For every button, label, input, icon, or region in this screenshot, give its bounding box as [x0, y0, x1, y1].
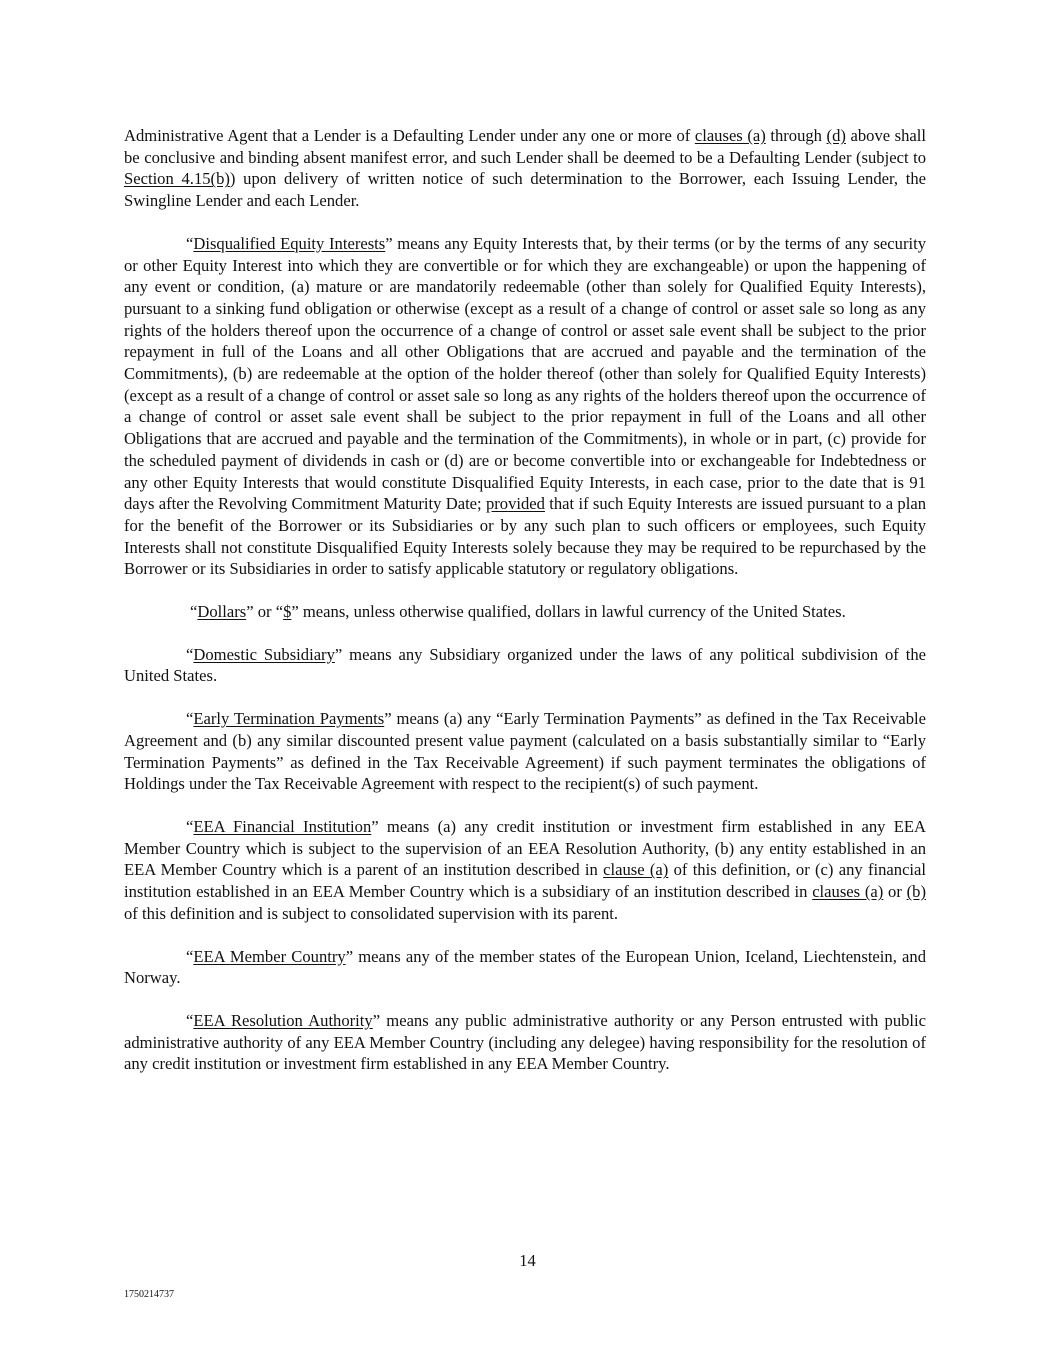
document-id: 1750214737 — [124, 1289, 174, 1300]
defined-term-reference: provided — [485, 494, 545, 514]
defined-term-reference: Section 4.15(b) — [124, 169, 230, 189]
defined-term-reference: EEA Financial Institution — [193, 816, 372, 836]
defined-term-reference: Disqualified Equity Interests — [193, 233, 386, 253]
defined-term-reference: clause (a) — [603, 860, 669, 880]
paragraph-text: “ — [186, 709, 194, 729]
defined-term-reference: $ — [283, 602, 292, 622]
definition-paragraph — [124, 708, 926, 795]
paragraph-text: Administrative Agent that a Lender is a Defaulting Lender under any one or more of — [124, 126, 695, 145]
paragraph-text: through — [765, 126, 827, 145]
paragraph-text: that if such Equity Interests are issued pursuant to a plan for the benefit of the Borrower or its Subsidiaries or by any such plan to such officers or employees, such Equity Interests shall not constitute Disqualified Equity Interests solely because they may be required to be repurchased by the Borrower or its Subsidiaries in order to satisfy applicable statutory or regulatory obligations. — [124, 494, 926, 579]
defined-term-reference: Early Termination Payments — [193, 709, 385, 729]
paragraph-text: ” means (a) any credit institution or investment firm established in any EEA Member Country which is subject to the supervision of an EEA Resolution Authority, (b) any entity established in an EEA Member Country which is a parent of an institution described in — [124, 816, 926, 880]
paragraph-text: ” means any of the member states of the European Union, Iceland, Liechtenstein, and Norway. — [124, 946, 926, 988]
paragraph-text: ” means (a) any “Early Termination Payments” as defined in the Tax Receivable Agreement and (b) any similar discounted present value payment (calculated on a basis substantially similar to “Early Termination Payments” as defined in the Tax Receivable Agreement) if such payment terminates the obligations of Holdings under the Tax Receivable Agreement with respect to the recipient(s) of such payment. — [124, 709, 926, 794]
defined-term-reference: clauses (a) — [812, 882, 884, 902]
paragraph-text: of this definition and is subject to consolidated supervision with its parent. — [124, 903, 619, 923]
defined-term-reference: Dollars — [197, 602, 247, 622]
paragraph-text: “ — [186, 644, 194, 664]
definition-paragraph — [124, 644, 926, 687]
paragraph-text: of this definition, or (c) any financial institution established in an EEA Member Country which is a subsidiary of an institution described in — [124, 860, 927, 902]
paragraph-text: “ — [186, 816, 194, 836]
defined-term-reference: (d) — [826, 126, 846, 145]
paragraph-text: “ — [186, 1010, 194, 1030]
definition-paragraph — [124, 233, 926, 580]
defined-term-reference: EEA Resolution Authority — [193, 1010, 373, 1030]
definition-paragraph — [124, 1010, 926, 1075]
definition-paragraph — [124, 946, 926, 989]
document-body — [124, 125, 926, 1096]
paragraph-text: ) upon delivery of written notice of such determination to the Borrower, each Issuing Lender, the Swingline Lender and each Lender. — [124, 169, 926, 211]
paragraph-text: “ — [186, 233, 194, 253]
paragraph-text: “ — [190, 602, 198, 622]
paragraph-text: “ — [186, 946, 194, 966]
defined-term-reference: clauses (a) — [694, 126, 766, 145]
paragraph-text: above shall be conclusive and binding absent manifest error, and such Lender shall be deemed to be a Defaulting Lender (subject to — [124, 126, 927, 167]
definition-paragraph — [124, 125, 926, 212]
defined-term-reference: Domestic Subsidiary — [193, 644, 335, 664]
defined-term-reference: EEA Member Country — [193, 946, 346, 966]
paragraph-text: ” means any public administrative authority or any Person entrusted with public administrative authority of any EEA Member Country (including any delegee) having responsibility for the resolution of any credit institution or investment firm established in any EEA Member Country. — [124, 1010, 926, 1074]
definition-paragraph — [124, 816, 926, 925]
defined-term-reference: (b) — [906, 882, 926, 902]
paragraph-text: or — [883, 882, 907, 902]
page-number: 14 — [519, 1251, 536, 1270]
paragraph-text: ” or “ — [246, 602, 284, 622]
definition-paragraph — [124, 601, 926, 623]
paragraph-text: ” means any Subsidiary organized under the laws of any political subdivision of the United States. — [124, 644, 927, 686]
paragraph-text: ” means, unless otherwise qualified, dollars in lawful currency of the United States. — [291, 602, 846, 622]
paragraph-text: ” means any Equity Interests that, by their terms (or by the terms of any security or other Equity Interest into which they are convertible or for which they are exchangeable) or upon the happening of any event or condition, (a) mature or are mandatorily redeemable (other than solely for Qualified Equity Interests), pursuant to a sinking fund obligation or otherwise (except as a result of a change of control or asset sale so long as any rights of the holders thereof upon the occurrence of a change of control or asset sale event shall be subject to the prior repayment in full of the Loans and all other Obligations that are accrued and payable and the termination of the Commitments), (b) are redeemable at the option of the holder thereof (other than solely for Qualified Equity Interests) (except as a result of a change of control or asset sale so long as any rights of the holders thereof upon the occurrence of a change of control or asset sale event shall be subject to the prior repayment in full of the Loans and all other Obligations that are accrued and payable and the termination of the Commitments), in whole or in part, (c) provide for the scheduled payment of dividends in cash or (d) are or become convertible into or exchangeable for Indebtedness or any other Equity Interests that would constitute Disqualified Equity Interests, in each case, prior to the date that is 91 days after the Revolving Commitment Maturity Date; — [124, 233, 926, 514]
